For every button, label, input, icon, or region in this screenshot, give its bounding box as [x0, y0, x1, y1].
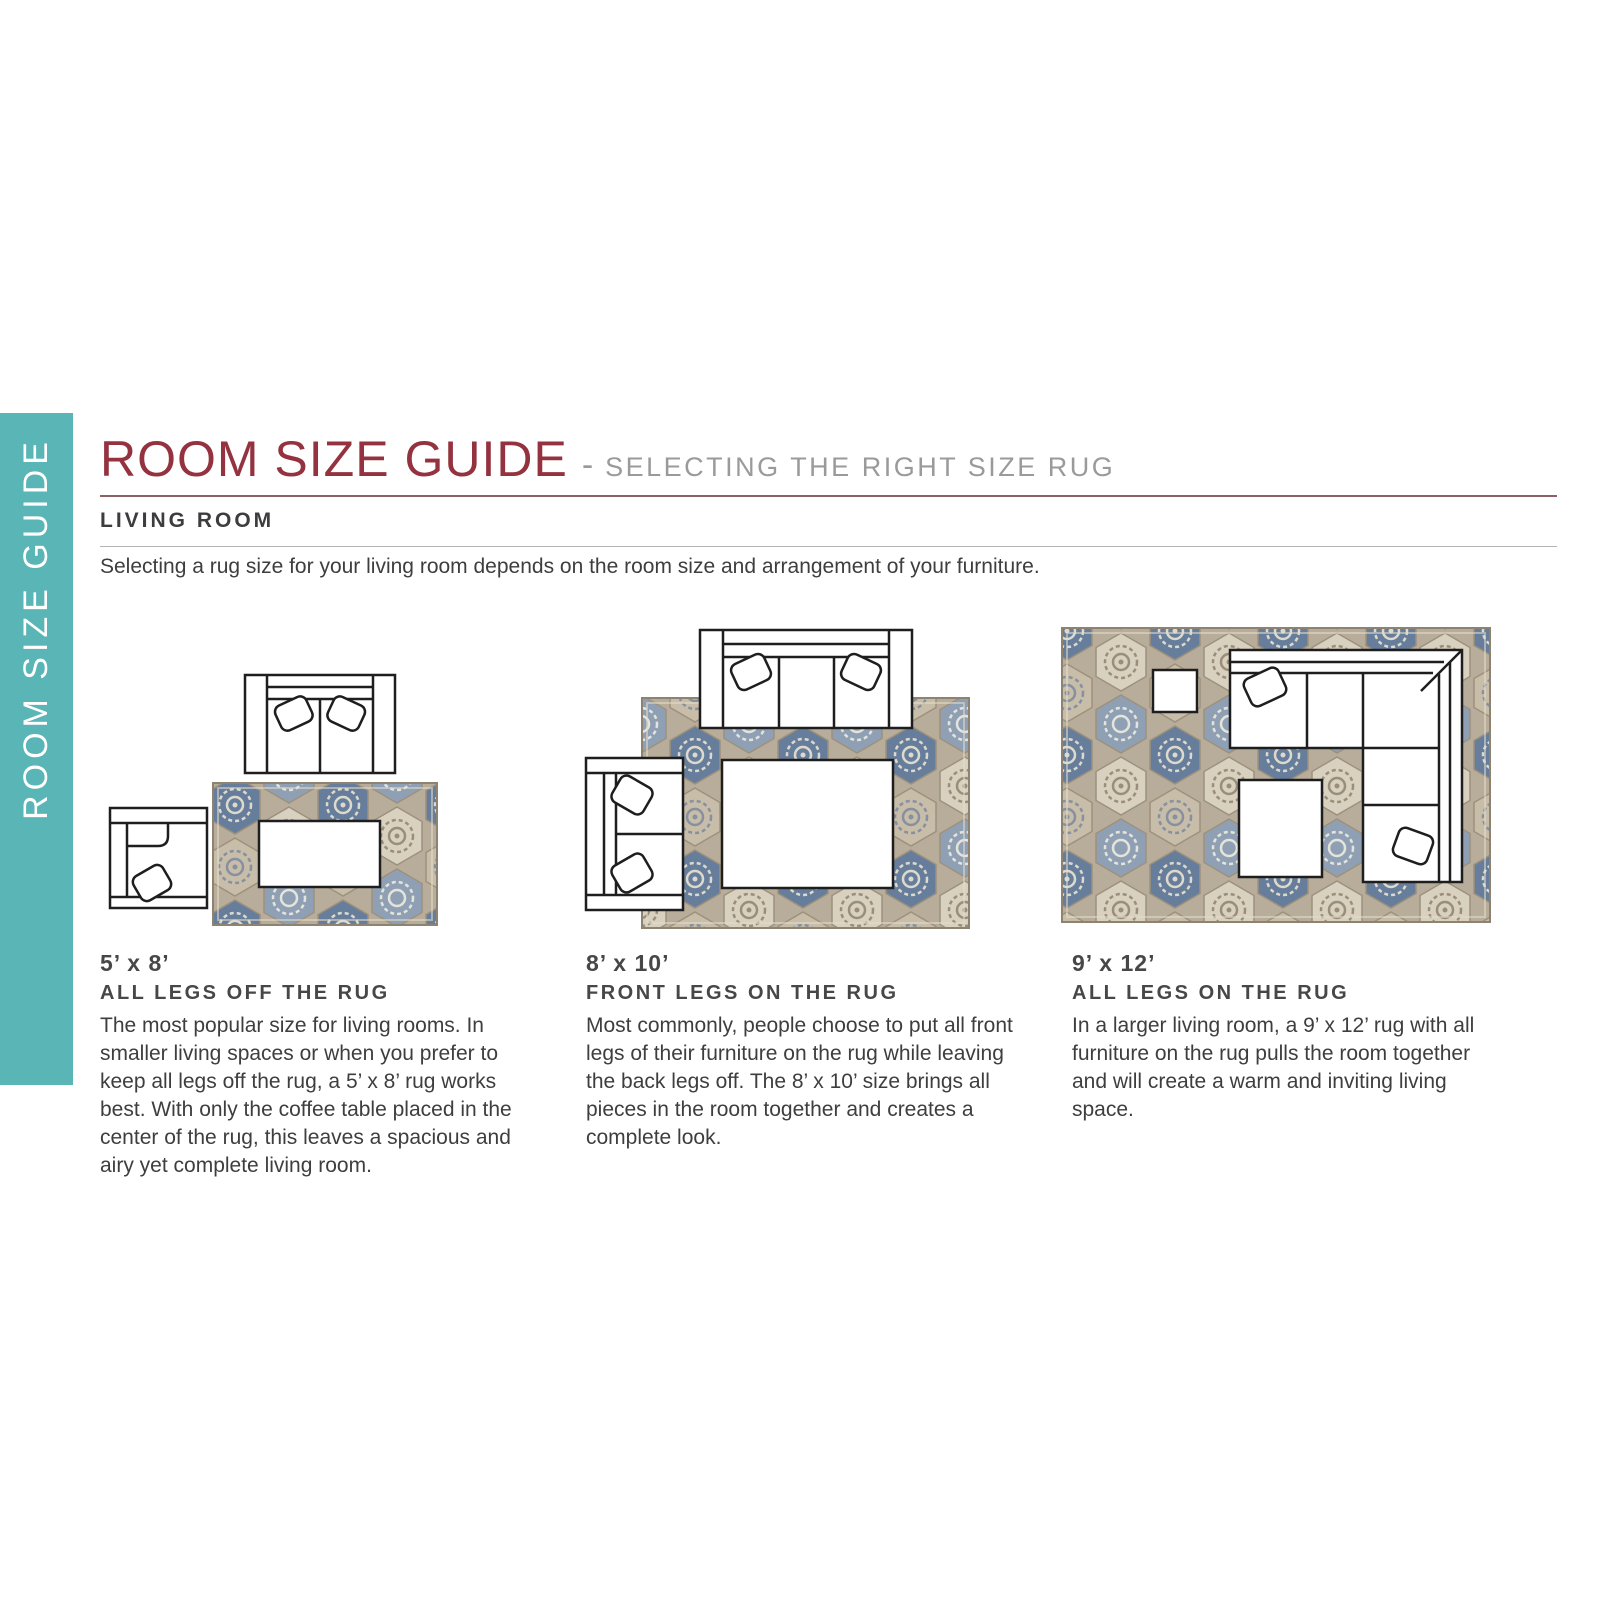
- title-dash: -: [581, 446, 594, 484]
- loveseat-outline: [586, 758, 683, 910]
- section-title-living-room: LIVING ROOM: [100, 509, 275, 532]
- guide-description: The most popular size for living rooms. In smaller living spaces or when you prefer to keep all legs off the rug, a 5’ x 8’ rug works best. With only the coffee table placed in the center of the rug, this leaves a spacious and airy yet complete living room.: [100, 1014, 512, 1177]
- coffee-table: [1239, 780, 1322, 877]
- placement-rule-label: FRONT LEGS ON THE RUG: [586, 982, 899, 1004]
- rug-size-label: 8’ x 10’: [586, 950, 670, 976]
- guide-8x10-text: [586, 950, 1018, 1152]
- rug-size-label: 9’ x 12’: [1072, 950, 1156, 976]
- vertical-banner-label: ROOM SIZE GUIDE: [17, 437, 55, 820]
- page-title: ROOM SIZE GUIDE: [100, 431, 568, 487]
- guide-9x12-text: [1072, 950, 1504, 1124]
- armchair-outline: [110, 808, 207, 908]
- coffee-table: [259, 821, 380, 887]
- rug-size-label: 5’ x 8’: [100, 950, 170, 976]
- placement-rule-label: ALL LEGS OFF THE RUG: [100, 982, 390, 1004]
- placement-rule-label: ALL LEGS ON THE RUG: [1072, 982, 1350, 1004]
- intro-text: Selecting a rug size for your living room depends on the room size and arrangement of your furniture.: [100, 555, 1040, 578]
- sofa-outline: [245, 675, 395, 773]
- guide-description: Most commonly, people choose to put all front legs of their furniture on the rug while leaving the back legs off. The 8’ x 10’ size brings all pieces in the room together and creates a complete look.: [586, 1014, 1013, 1149]
- diagram-8x10-front-legs-on: [560, 600, 1010, 930]
- diagram-9x12-all-legs-on: [1040, 600, 1510, 930]
- diagram-5x8-all-legs-off: [100, 650, 540, 930]
- coffee-table: [722, 760, 893, 888]
- page-subtitle: SELECTING THE RIGHT SIZE RUG: [605, 452, 1116, 482]
- title-divider: [100, 495, 1557, 497]
- side-table: [1153, 670, 1197, 712]
- page-header: [100, 430, 1115, 488]
- guide-5x8-text: [100, 950, 532, 1180]
- vertical-banner: [0, 413, 73, 1085]
- section-divider: [100, 546, 1557, 547]
- guide-description: In a larger living room, a 9’ x 12’ rug with all furniture on the rug pulls the room together and will create a warm and inviting living space.: [1072, 1014, 1475, 1121]
- sofa-outline: [700, 630, 912, 728]
